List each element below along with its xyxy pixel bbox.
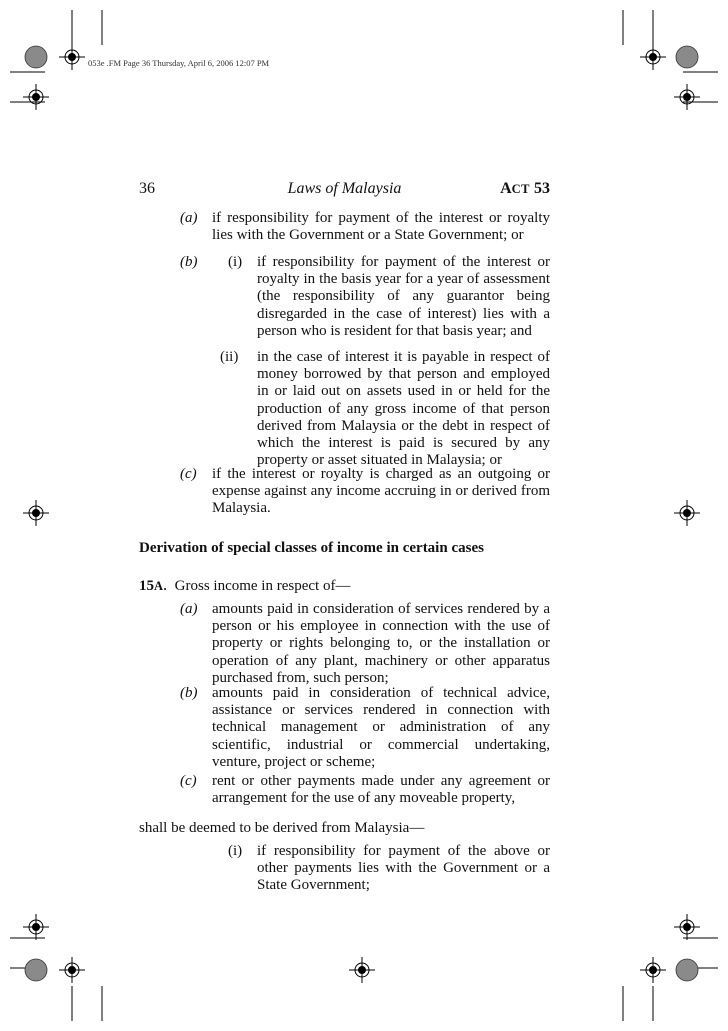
print-slug: 053e .FM Page 36 Thursday, April 6, 2006 12:07 PM	[88, 58, 270, 68]
subitem-label: (ii)	[220, 349, 239, 365]
item-text: if the interest or royalty is charged as an outgoing or expense against any income accruing in or derived from Malaysia.	[212, 466, 550, 517]
item-label: (b)	[180, 685, 198, 701]
subitem-text: if responsibility for payment of the interest or royalty in the basis year for a year of assessment (the responsibility of any guarantor being disregarded in the case of interest) lies with a person who is resident for that basis year; and	[257, 254, 550, 339]
item-text: amounts paid in consideration of services rendered by a person or his employee in connection with the use of property or rights belonging to, or the installation or operation of any plant, machinery or other apparatus purchased from, such person;	[212, 601, 550, 686]
item-text: amounts paid in consideration of technical advice, assistance or services rendered in connection with technical management or administration of any scientific, industrial or commercial undertaking, venture, project or scheme;	[212, 685, 550, 770]
item-label: (c)	[180, 466, 197, 482]
section-heading: Derivation of special classes of income in certain cases	[139, 540, 484, 556]
act-number: ACT 53	[500, 180, 550, 197]
subitem-text: in the case of interest it is payable in respect of money borrowed by that person and employed in or laid out on assets used in or held for the production of any gross income of that person derived from Malaysia or the debt in respect of which the interest is paid is secured by any property or asset situated in Malaysia; or	[257, 349, 550, 469]
item-text: if responsibility for payment of the interest or royalty lies with the Government or a State Government; or	[212, 210, 550, 244]
running-header	[139, 180, 550, 202]
subitem-label: (i)	[228, 843, 243, 859]
section-intro: 15A. Gross income in respect of—	[139, 578, 351, 594]
item-label: (a)	[180, 601, 198, 617]
subitem-text: if responsibility for payment of the above or other payments lies with the Government or a State Government;	[257, 843, 550, 894]
item-label: (a)	[180, 210, 198, 226]
item-text: rent or other payments made under any agreement or arrangement for the use of any moveable property,	[212, 773, 550, 807]
section-number: 15A.	[139, 578, 168, 594]
deeming-clause: shall be deemed to be derived from Malaysia—	[139, 820, 425, 836]
item-label: (b)	[180, 254, 198, 270]
item-label: (c)	[180, 773, 197, 789]
subitem-label: (i)	[228, 254, 243, 270]
page-number: 36	[139, 180, 155, 197]
header-title: Laws of Malaysia	[287, 180, 402, 197]
